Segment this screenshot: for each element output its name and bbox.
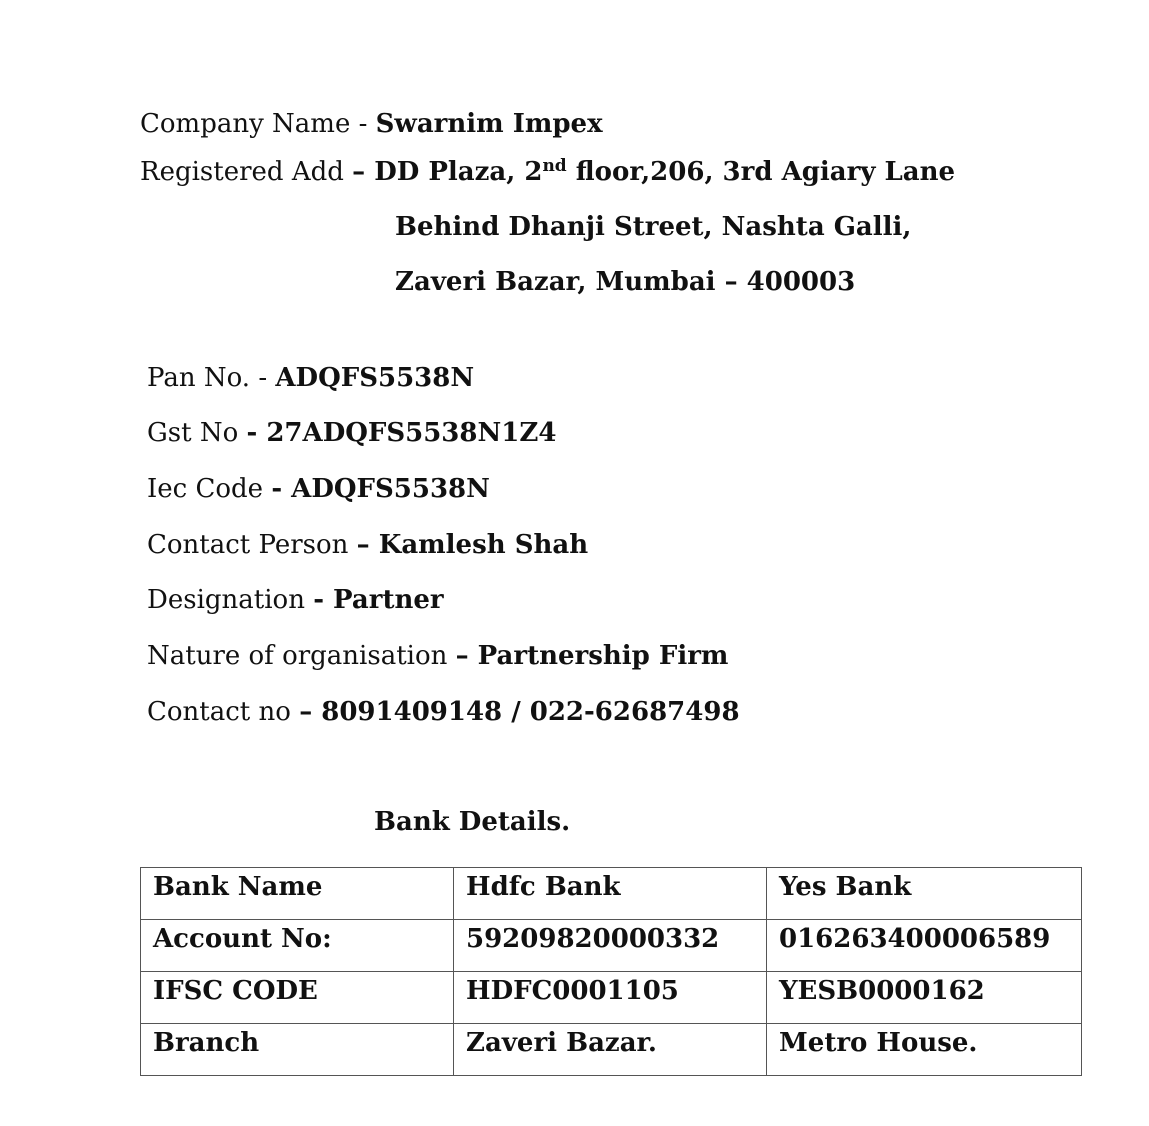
table-cell: Branch — [141, 1024, 454, 1076]
company-name-value: Swarnim Impex — [375, 109, 603, 139]
table-cell: Yes Bank — [767, 868, 1082, 920]
pan-label: Pan No. - — [147, 363, 276, 393]
table-cell: Bank Name — [141, 868, 454, 920]
gst-line — [147, 417, 556, 449]
table-row — [141, 972, 1082, 1024]
registered-address-label: Registered Add — [140, 157, 353, 187]
gst-label: Gst No — [147, 418, 247, 448]
registered-address-part1: – DD Plaza, 2 — [352, 157, 543, 187]
table-row — [141, 920, 1082, 972]
table-cell: IFSC CODE — [141, 972, 454, 1024]
iec-line — [147, 473, 490, 505]
table-cell: Hdfc Bank — [454, 868, 767, 920]
table-cell: 016263400006589 — [767, 920, 1082, 972]
contact-number-line — [147, 696, 740, 728]
designation-line — [147, 584, 444, 616]
contact-person-value: – Kamlesh Shah — [356, 530, 589, 560]
ordinal-suffix: nd — [542, 156, 567, 176]
designation-value: - Partner — [313, 585, 444, 615]
table-cell: Metro House. — [767, 1024, 1082, 1076]
table-cell: HDFC0001105 — [454, 972, 767, 1024]
nature-of-organisation-value: – Partnership Firm — [455, 641, 729, 671]
designation-label: Designation — [147, 585, 314, 615]
table-cell: YESB0000162 — [767, 972, 1082, 1024]
table-cell: Zaveri Bazar. — [454, 1024, 767, 1076]
registered-address-line-2: Behind Dhanji Street, Nashta Galli, — [395, 212, 912, 242]
registered-address-line-1 — [140, 156, 955, 188]
registered-address-part2: floor,206, 3rd Agiary Lane — [566, 157, 956, 187]
pan-line — [147, 362, 474, 394]
iec-label: Iec Code — [147, 474, 272, 504]
table-row — [141, 1024, 1082, 1076]
pan-value: ADQFS5538N — [275, 363, 475, 393]
company-name-line — [140, 108, 603, 140]
bank-details-table — [140, 867, 1082, 1076]
registered-address-line-3: Zaveri Bazar, Mumbai – 400003 — [395, 267, 856, 297]
bank-details-heading: Bank Details. — [374, 807, 571, 837]
table-row — [141, 868, 1082, 920]
table-cell: 59209820000332 — [454, 920, 767, 972]
company-name-label: Company Name - — [140, 109, 376, 139]
contact-person-line — [147, 529, 588, 561]
table-cell: Account No: — [141, 920, 454, 972]
iec-value: - ADQFS5538N — [271, 474, 490, 504]
nature-of-organisation-line — [147, 640, 728, 672]
contact-number-label: Contact no — [147, 697, 300, 727]
contact-number-value: – 8091409148 / 022-62687498 — [299, 697, 740, 727]
contact-person-label: Contact Person — [147, 530, 357, 560]
nature-of-organisation-label: Nature of organisation — [147, 641, 456, 671]
gst-value: - 27ADQFS5538N1Z4 — [246, 418, 557, 448]
